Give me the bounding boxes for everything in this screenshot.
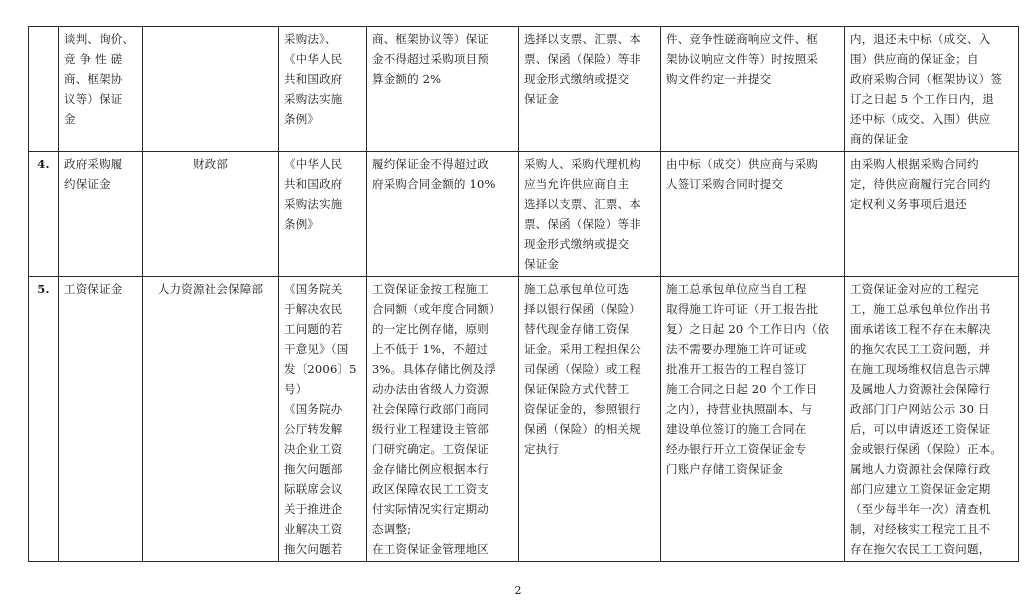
legal-basis: 采购法》、 《中华人民 共和国政府 采购法实施 条例》 <box>279 27 367 152</box>
table-row <box>29 277 1019 562</box>
row-number: 5. <box>29 277 59 562</box>
deposit-name: 政府采购履 约保证金 <box>59 152 143 277</box>
deposit-name: 谈判、询价、 竞 争 性 磋 商、框架协 议等）保证 金 <box>59 27 143 152</box>
department: 财政部 <box>143 152 279 277</box>
guarantee-table <box>28 26 1019 562</box>
payment-method: 施工总承包单位可选 择以银行保函（保险） 替代现金存储工资保 证金。采用工程担保公 司保函（保险）或工程 保证保险方式代替工 资保证金的，参照银行 保函（保险）的相关规 定执行 <box>519 277 661 562</box>
payment-method: 采购人、采购代理机构 应当允许供应商自主 选择以支票、汇票、本 票、保函（保险）等非 现金形式缴纳或提交 保证金 <box>519 152 661 277</box>
submission-timing: 件、竞争性磋商响应文件、框 架协议响应文件等）时按照采 购文件约定一并提交 <box>661 27 845 152</box>
refund-rule: 工资保证金对应的工程完 工，施工总承包单位作出书 面承诺该工程不存在未解决 的拖欠农民工工资问题，并 在施工现场维权信息告示牌 及属地人力资源社会保障行 政部门门户网站公示 30 日 后，可以申请返还工资保证 金或银行保函（保险）正本。 属地人力资源社会保障行政 部门应建立工资保证金定期 （至少每半年一次）清查机 制，对经核实工程完工且不 存在拖欠农民工工资问题， <box>845 277 1019 562</box>
standard: 履约保证金不得超过政 府采购合同金额的 10% <box>367 152 519 277</box>
page-number: 2 <box>514 584 522 597</box>
department: 人力资源社会保障部 <box>143 277 279 562</box>
legal-basis: 《国务院关 于解决农民 工问题的若 干意见》（国 发〔2006〕5 号） 《国务院办 公厅转发解 决企业工资 拖欠问题部 际联席会议 关于推进企 业解决工资 拖欠问题若 <box>279 277 367 562</box>
refund-rule: 由采购人根据采购合同约 定，待供应商履行完合同约 定权利义务事项后退还 <box>845 152 1019 277</box>
standard: 商、框架协议等）保证 金不得超过采购项目预 算金额的 2% <box>367 27 519 152</box>
refund-rule: 内，退还未中标（成交、入 围）供应商的保证金；自 政府采购合同（框架协议）签 订之日起 5 个工作日内，退 还中标（成交、入围）供应 商的保证金 <box>845 27 1019 152</box>
table-row <box>29 152 1019 277</box>
deposit-name: 工资保证金 <box>59 277 143 562</box>
legal-basis: 《中华人民 共和国政府 采购法实施 条例》 <box>279 152 367 277</box>
payment-method: 选择以支票、汇票、本 票、保函（保险）等非 现金形式缴纳或提交 保证金 <box>519 27 661 152</box>
submission-timing: 施工总承包单位应当自工程 取得施工许可证（开工报告批 复）之日起 20 个工作日内（依 法不需要办理施工许可证或 批准开工报告的工程自签订 施工合同之日起 20 个工作日 之内），持营业执照副本、与 建设单位签订的施工合同在 经办银行开立工资保证金专 门账户存储工资保证金 <box>661 277 845 562</box>
row-number <box>29 27 59 152</box>
submission-timing: 由中标（成交）供应商与采购 人签订采购合同时提交 <box>661 152 845 277</box>
standard: 工资保证金按工程施工 合同额（或年度合同额） 的一定比例存储，原则 上不低于 1%，不超过 3%。具体存储比例及浮 动办法由省级人力资源 社会保障行政部门商同 级行业工程建设主管部 门研究确定。工资保证 金存储比例应根据本行 政区保障农民工工资支 付实际情况实行定期动 态调整; 在工资保证金管理地区 <box>367 277 519 562</box>
department <box>143 27 279 152</box>
table-row <box>29 27 1019 152</box>
row-number: 4. <box>29 152 59 277</box>
